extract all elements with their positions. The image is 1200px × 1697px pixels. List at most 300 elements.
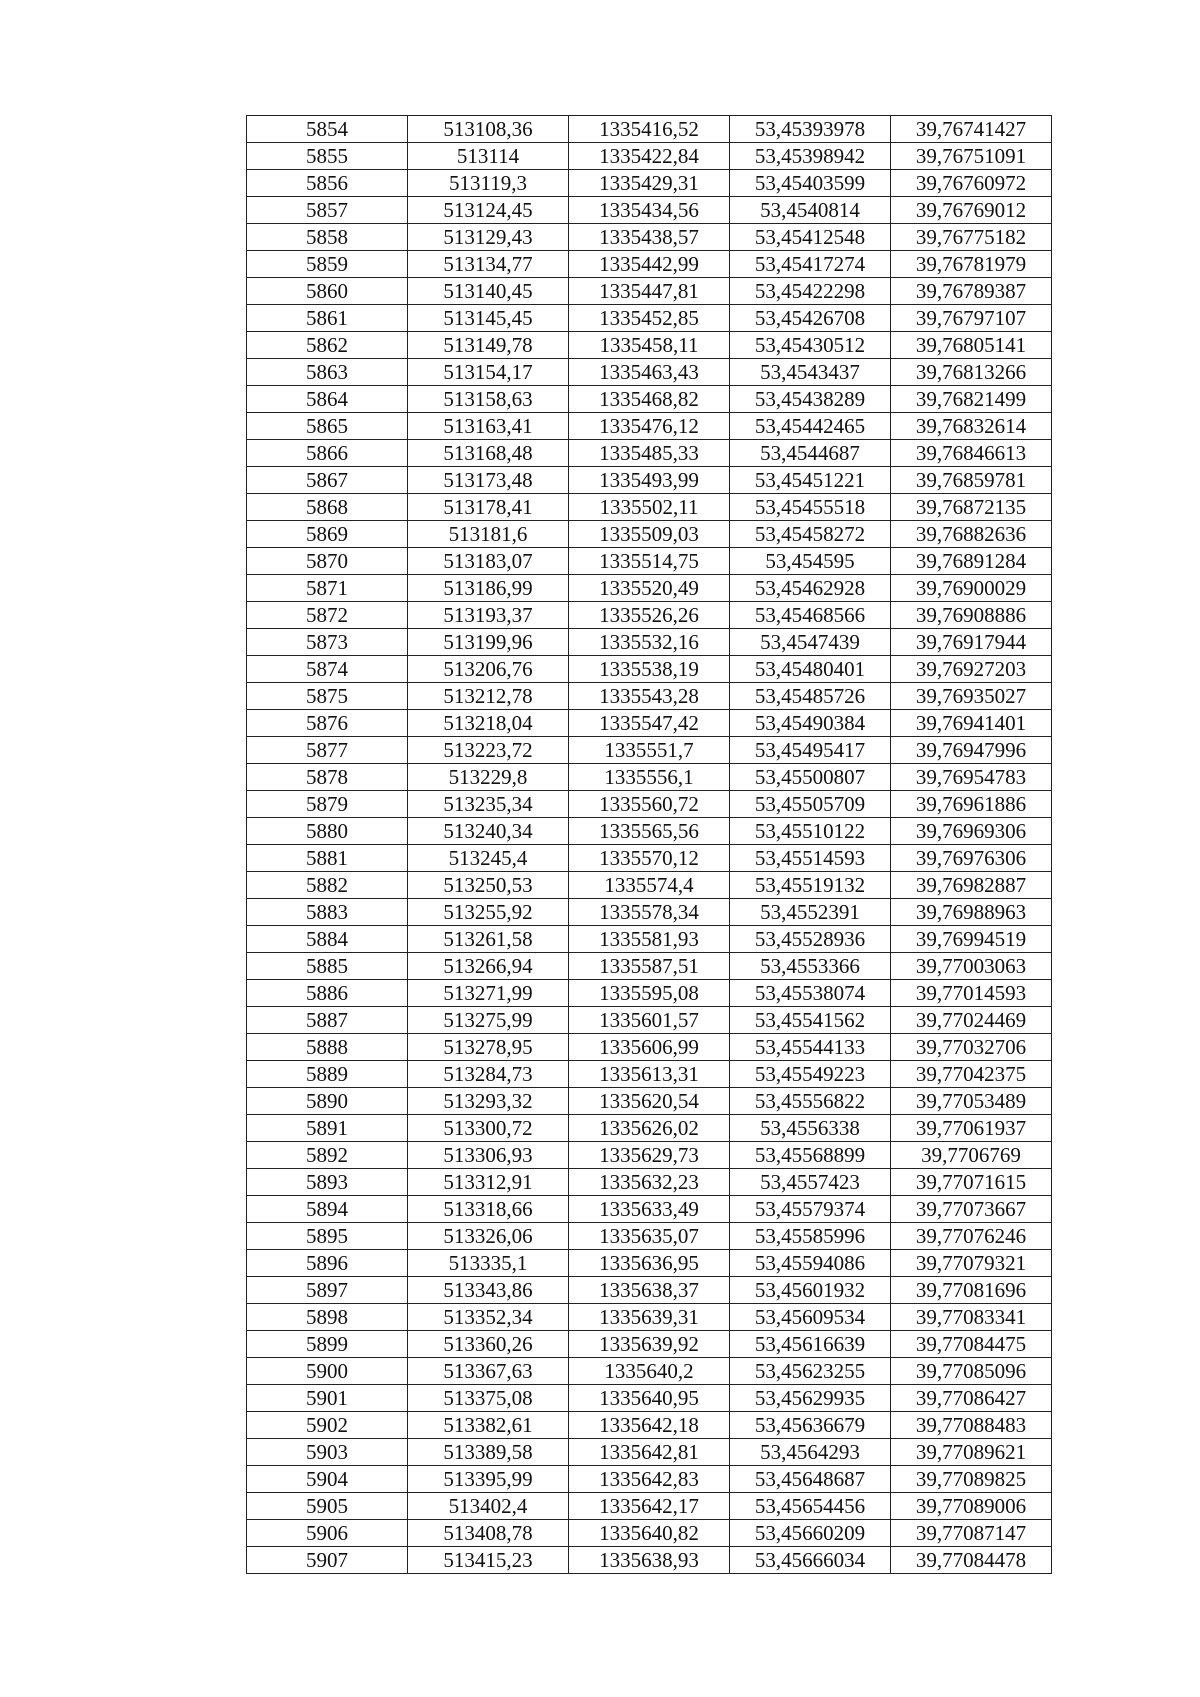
x-coordinate-cell: 513158,63 [408,386,569,413]
point-number-cell: 5865 [247,413,408,440]
table-row [247,1277,1052,1304]
table-row [247,548,1052,575]
x-coordinate-cell: 513245,4 [408,845,569,872]
longitude-cell: 39,76947996 [891,737,1052,764]
x-coordinate-cell: 513235,34 [408,791,569,818]
table-row [247,818,1052,845]
latitude-cell: 53,4543437 [730,359,891,386]
latitude-cell: 53,4556338 [730,1115,891,1142]
latitude-cell: 53,45660209 [730,1520,891,1547]
longitude-cell: 39,76982887 [891,872,1052,899]
latitude-cell: 53,45556822 [730,1088,891,1115]
point-number-cell: 5888 [247,1034,408,1061]
longitude-cell: 39,77076246 [891,1223,1052,1250]
y-coordinate-cell: 1335560,72 [569,791,730,818]
longitude-cell: 39,77079321 [891,1250,1052,1277]
point-number-cell: 5854 [247,116,408,143]
x-coordinate-cell: 513212,78 [408,683,569,710]
longitude-cell: 39,76797107 [891,305,1052,332]
point-number-cell: 5871 [247,575,408,602]
x-coordinate-cell: 513395,99 [408,1466,569,1493]
latitude-cell: 53,45393978 [730,116,891,143]
table-row [247,1223,1052,1250]
longitude-cell: 39,76872135 [891,494,1052,521]
point-number-cell: 5876 [247,710,408,737]
coordinates-table-body [247,116,1052,1574]
table-row [247,629,1052,656]
x-coordinate-cell: 513129,43 [408,224,569,251]
latitude-cell: 53,45629935 [730,1385,891,1412]
y-coordinate-cell: 1335476,12 [569,413,730,440]
latitude-cell: 53,45510122 [730,818,891,845]
longitude-cell: 39,76976306 [891,845,1052,872]
y-coordinate-cell: 1335538,19 [569,656,730,683]
longitude-cell: 39,77071615 [891,1169,1052,1196]
latitude-cell: 53,45462928 [730,575,891,602]
table-row [247,737,1052,764]
longitude-cell: 39,77089006 [891,1493,1052,1520]
latitude-cell: 53,45468566 [730,602,891,629]
table-row [247,1547,1052,1574]
x-coordinate-cell: 513318,66 [408,1196,569,1223]
latitude-cell: 53,45568899 [730,1142,891,1169]
table-row [247,170,1052,197]
table-row [247,602,1052,629]
point-number-cell: 5901 [247,1385,408,1412]
table-row [247,521,1052,548]
x-coordinate-cell: 513367,63 [408,1358,569,1385]
latitude-cell: 53,45398942 [730,143,891,170]
longitude-cell: 39,77084478 [891,1547,1052,1574]
y-coordinate-cell: 1335606,99 [569,1034,730,1061]
y-coordinate-cell: 1335458,11 [569,332,730,359]
x-coordinate-cell: 513206,76 [408,656,569,683]
latitude-cell: 53,45426708 [730,305,891,332]
longitude-cell: 39,77087147 [891,1520,1052,1547]
y-coordinate-cell: 1335574,4 [569,872,730,899]
table-row [247,359,1052,386]
y-coordinate-cell: 1335578,34 [569,899,730,926]
y-coordinate-cell: 1335632,23 [569,1169,730,1196]
x-coordinate-cell: 513199,96 [408,629,569,656]
x-coordinate-cell: 513140,45 [408,278,569,305]
table-row [247,197,1052,224]
x-coordinate-cell: 513250,53 [408,872,569,899]
latitude-cell: 53,45648687 [730,1466,891,1493]
latitude-cell: 53,45654456 [730,1493,891,1520]
latitude-cell: 53,45430512 [730,332,891,359]
latitude-cell: 53,45438289 [730,386,891,413]
y-coordinate-cell: 1335642,18 [569,1412,730,1439]
y-coordinate-cell: 1335514,75 [569,548,730,575]
table-row [247,1466,1052,1493]
longitude-cell: 39,76961886 [891,791,1052,818]
x-coordinate-cell: 513218,04 [408,710,569,737]
point-number-cell: 5860 [247,278,408,305]
longitude-cell: 39,76859781 [891,467,1052,494]
table-row [247,251,1052,278]
table-row [247,332,1052,359]
table-row [247,494,1052,521]
point-number-cell: 5894 [247,1196,408,1223]
table-row [247,1358,1052,1385]
point-number-cell: 5873 [247,629,408,656]
y-coordinate-cell: 1335463,43 [569,359,730,386]
y-coordinate-cell: 1335642,83 [569,1466,730,1493]
x-coordinate-cell: 513240,34 [408,818,569,845]
longitude-cell: 39,76781979 [891,251,1052,278]
longitude-cell: 39,76775182 [891,224,1052,251]
longitude-cell: 39,76891284 [891,548,1052,575]
latitude-cell: 53,45623255 [730,1358,891,1385]
longitude-cell: 39,76805141 [891,332,1052,359]
point-number-cell: 5880 [247,818,408,845]
table-row [247,872,1052,899]
latitude-cell: 53,45594086 [730,1250,891,1277]
latitude-cell: 53,45412548 [730,224,891,251]
table-row [247,926,1052,953]
point-number-cell: 5862 [247,332,408,359]
x-coordinate-cell: 513229,8 [408,764,569,791]
point-number-cell: 5907 [247,1547,408,1574]
point-number-cell: 5867 [247,467,408,494]
latitude-cell: 53,45544133 [730,1034,891,1061]
x-coordinate-cell: 513193,37 [408,602,569,629]
latitude-cell: 53,45455518 [730,494,891,521]
latitude-cell: 53,4564293 [730,1439,891,1466]
y-coordinate-cell: 1335416,52 [569,116,730,143]
table-row [247,413,1052,440]
y-coordinate-cell: 1335509,03 [569,521,730,548]
y-coordinate-cell: 1335438,57 [569,224,730,251]
latitude-cell: 53,45458272 [730,521,891,548]
point-number-cell: 5902 [247,1412,408,1439]
point-number-cell: 5889 [247,1061,408,1088]
point-number-cell: 5887 [247,1007,408,1034]
latitude-cell: 53,45541562 [730,1007,891,1034]
longitude-cell: 39,77085096 [891,1358,1052,1385]
point-number-cell: 5863 [247,359,408,386]
y-coordinate-cell: 1335638,37 [569,1277,730,1304]
table-row [247,1304,1052,1331]
y-coordinate-cell: 1335636,95 [569,1250,730,1277]
point-number-cell: 5897 [247,1277,408,1304]
x-coordinate-cell: 513284,73 [408,1061,569,1088]
latitude-cell: 53,4540814 [730,197,891,224]
table-row [247,1439,1052,1466]
latitude-cell: 53,4547439 [730,629,891,656]
latitude-cell: 53,45505709 [730,791,891,818]
point-number-cell: 5900 [247,1358,408,1385]
longitude-cell: 39,76917944 [891,629,1052,656]
y-coordinate-cell: 1335642,17 [569,1493,730,1520]
y-coordinate-cell: 1335434,56 [569,197,730,224]
point-number-cell: 5870 [247,548,408,575]
latitude-cell: 53,45636679 [730,1412,891,1439]
longitude-cell: 39,77032706 [891,1034,1052,1061]
latitude-cell: 53,45616639 [730,1331,891,1358]
x-coordinate-cell: 513266,94 [408,953,569,980]
x-coordinate-cell: 513271,99 [408,980,569,1007]
longitude-cell: 39,76908886 [891,602,1052,629]
x-coordinate-cell: 513183,07 [408,548,569,575]
longitude-cell: 39,77083341 [891,1304,1052,1331]
longitude-cell: 39,7706769 [891,1142,1052,1169]
y-coordinate-cell: 1335639,92 [569,1331,730,1358]
y-coordinate-cell: 1335429,31 [569,170,730,197]
point-number-cell: 5903 [247,1439,408,1466]
y-coordinate-cell: 1335635,07 [569,1223,730,1250]
x-coordinate-cell: 513124,45 [408,197,569,224]
y-coordinate-cell: 1335639,31 [569,1304,730,1331]
x-coordinate-cell: 513261,58 [408,926,569,953]
table-row [247,845,1052,872]
y-coordinate-cell: 1335547,42 [569,710,730,737]
table-row [247,575,1052,602]
y-coordinate-cell: 1335620,54 [569,1088,730,1115]
y-coordinate-cell: 1335485,33 [569,440,730,467]
table-row [247,1007,1052,1034]
x-coordinate-cell: 513335,1 [408,1250,569,1277]
longitude-cell: 39,77084475 [891,1331,1052,1358]
longitude-cell: 39,77086427 [891,1385,1052,1412]
y-coordinate-cell: 1335595,08 [569,980,730,1007]
y-coordinate-cell: 1335551,7 [569,737,730,764]
longitude-cell: 39,76988963 [891,899,1052,926]
y-coordinate-cell: 1335638,93 [569,1547,730,1574]
point-number-cell: 5890 [247,1088,408,1115]
point-number-cell: 5898 [247,1304,408,1331]
x-coordinate-cell: 513168,48 [408,440,569,467]
latitude-cell: 53,4557423 [730,1169,891,1196]
x-coordinate-cell: 513278,95 [408,1034,569,1061]
point-number-cell: 5868 [247,494,408,521]
point-number-cell: 5891 [247,1115,408,1142]
x-coordinate-cell: 513293,32 [408,1088,569,1115]
latitude-cell: 53,45579374 [730,1196,891,1223]
table-row [247,1088,1052,1115]
point-number-cell: 5892 [247,1142,408,1169]
longitude-cell: 39,76941401 [891,710,1052,737]
table-row [247,386,1052,413]
table-row [247,1412,1052,1439]
y-coordinate-cell: 1335587,51 [569,953,730,980]
table-row [247,467,1052,494]
longitude-cell: 39,76789387 [891,278,1052,305]
table-row [247,1034,1052,1061]
point-number-cell: 5866 [247,440,408,467]
longitude-cell: 39,76935027 [891,683,1052,710]
table-row [247,1385,1052,1412]
x-coordinate-cell: 513389,58 [408,1439,569,1466]
point-number-cell: 5875 [247,683,408,710]
latitude-cell: 53,454595 [730,548,891,575]
x-coordinate-cell: 513312,91 [408,1169,569,1196]
coordinates-table [246,115,1052,1574]
y-coordinate-cell: 1335565,56 [569,818,730,845]
latitude-cell: 53,45490384 [730,710,891,737]
latitude-cell: 53,45609534 [730,1304,891,1331]
y-coordinate-cell: 1335442,99 [569,251,730,278]
y-coordinate-cell: 1335422,84 [569,143,730,170]
longitude-cell: 39,77089825 [891,1466,1052,1493]
latitude-cell: 53,45519132 [730,872,891,899]
x-coordinate-cell: 513300,72 [408,1115,569,1142]
y-coordinate-cell: 1335468,82 [569,386,730,413]
y-coordinate-cell: 1335543,28 [569,683,730,710]
table-row [247,1061,1052,1088]
table-row [247,710,1052,737]
longitude-cell: 39,77042375 [891,1061,1052,1088]
point-number-cell: 5884 [247,926,408,953]
x-coordinate-cell: 513154,17 [408,359,569,386]
latitude-cell: 53,45585996 [730,1223,891,1250]
point-number-cell: 5896 [247,1250,408,1277]
x-coordinate-cell: 513181,6 [408,521,569,548]
x-coordinate-cell: 513352,34 [408,1304,569,1331]
y-coordinate-cell: 1335613,31 [569,1061,730,1088]
point-number-cell: 5856 [247,170,408,197]
table-row [247,953,1052,980]
point-number-cell: 5883 [247,899,408,926]
point-number-cell: 5874 [247,656,408,683]
y-coordinate-cell: 1335502,11 [569,494,730,521]
table-row [247,683,1052,710]
x-coordinate-cell: 513408,78 [408,1520,569,1547]
longitude-cell: 39,76882636 [891,521,1052,548]
y-coordinate-cell: 1335642,81 [569,1439,730,1466]
longitude-cell: 39,76821499 [891,386,1052,413]
longitude-cell: 39,77053489 [891,1088,1052,1115]
table-row [247,1142,1052,1169]
longitude-cell: 39,76994519 [891,926,1052,953]
latitude-cell: 53,4552391 [730,899,891,926]
table-row [247,440,1052,467]
latitude-cell: 53,45442465 [730,413,891,440]
latitude-cell: 53,45538074 [730,980,891,1007]
table-row [247,278,1052,305]
table-row [247,224,1052,251]
point-number-cell: 5886 [247,980,408,1007]
y-coordinate-cell: 1335447,81 [569,278,730,305]
x-coordinate-cell: 513255,92 [408,899,569,926]
point-number-cell: 5859 [247,251,408,278]
table-row [247,1331,1052,1358]
point-number-cell: 5869 [247,521,408,548]
table-row [247,116,1052,143]
longitude-cell: 39,77089621 [891,1439,1052,1466]
x-coordinate-cell: 513119,3 [408,170,569,197]
table-row [247,1196,1052,1223]
longitude-cell: 39,76954783 [891,764,1052,791]
longitude-cell: 39,77073667 [891,1196,1052,1223]
latitude-cell: 53,45666034 [730,1547,891,1574]
point-number-cell: 5864 [247,386,408,413]
point-number-cell: 5885 [247,953,408,980]
longitude-cell: 39,76927203 [891,656,1052,683]
point-number-cell: 5904 [247,1466,408,1493]
latitude-cell: 53,45500807 [730,764,891,791]
table-row [247,305,1052,332]
table-row [247,1250,1052,1277]
longitude-cell: 39,77003063 [891,953,1052,980]
longitude-cell: 39,76900029 [891,575,1052,602]
table-row [247,656,1052,683]
table-row [247,980,1052,1007]
point-number-cell: 5857 [247,197,408,224]
y-coordinate-cell: 1335633,49 [569,1196,730,1223]
point-number-cell: 5861 [247,305,408,332]
y-coordinate-cell: 1335493,99 [569,467,730,494]
latitude-cell: 53,45417274 [730,251,891,278]
x-coordinate-cell: 513326,06 [408,1223,569,1250]
x-coordinate-cell: 513145,45 [408,305,569,332]
y-coordinate-cell: 1335640,82 [569,1520,730,1547]
table-row [247,791,1052,818]
latitude-cell: 53,45528936 [730,926,891,953]
longitude-cell: 39,76751091 [891,143,1052,170]
y-coordinate-cell: 1335532,16 [569,629,730,656]
longitude-cell: 39,76832614 [891,413,1052,440]
latitude-cell: 53,45403599 [730,170,891,197]
table-row [247,764,1052,791]
y-coordinate-cell: 1335520,49 [569,575,730,602]
y-coordinate-cell: 1335452,85 [569,305,730,332]
latitude-cell: 53,45422298 [730,278,891,305]
x-coordinate-cell: 513173,48 [408,467,569,494]
y-coordinate-cell: 1335556,1 [569,764,730,791]
x-coordinate-cell: 513186,99 [408,575,569,602]
x-coordinate-cell: 513360,26 [408,1331,569,1358]
point-number-cell: 5881 [247,845,408,872]
longitude-cell: 39,77088483 [891,1412,1052,1439]
latitude-cell: 53,4553366 [730,953,891,980]
x-coordinate-cell: 513375,08 [408,1385,569,1412]
latitude-cell: 53,45495417 [730,737,891,764]
longitude-cell: 39,76769012 [891,197,1052,224]
x-coordinate-cell: 513306,93 [408,1142,569,1169]
longitude-cell: 39,76760972 [891,170,1052,197]
point-number-cell: 5879 [247,791,408,818]
longitude-cell: 39,77061937 [891,1115,1052,1142]
y-coordinate-cell: 1335640,95 [569,1385,730,1412]
latitude-cell: 53,45451221 [730,467,891,494]
x-coordinate-cell: 513275,99 [408,1007,569,1034]
latitude-cell: 53,45480401 [730,656,891,683]
longitude-cell: 39,77024469 [891,1007,1052,1034]
latitude-cell: 53,45514593 [730,845,891,872]
point-number-cell: 5905 [247,1493,408,1520]
x-coordinate-cell: 513382,61 [408,1412,569,1439]
table-row [247,1520,1052,1547]
point-number-cell: 5882 [247,872,408,899]
table-row [247,1169,1052,1196]
x-coordinate-cell: 513108,36 [408,116,569,143]
latitude-cell: 53,4544687 [730,440,891,467]
x-coordinate-cell: 513343,86 [408,1277,569,1304]
y-coordinate-cell: 1335640,2 [569,1358,730,1385]
point-number-cell: 5895 [247,1223,408,1250]
y-coordinate-cell: 1335601,57 [569,1007,730,1034]
x-coordinate-cell: 513163,41 [408,413,569,440]
x-coordinate-cell: 513223,72 [408,737,569,764]
table-row [247,899,1052,926]
point-number-cell: 5858 [247,224,408,251]
y-coordinate-cell: 1335570,12 [569,845,730,872]
point-number-cell: 5855 [247,143,408,170]
x-coordinate-cell: 513149,78 [408,332,569,359]
point-number-cell: 5899 [247,1331,408,1358]
